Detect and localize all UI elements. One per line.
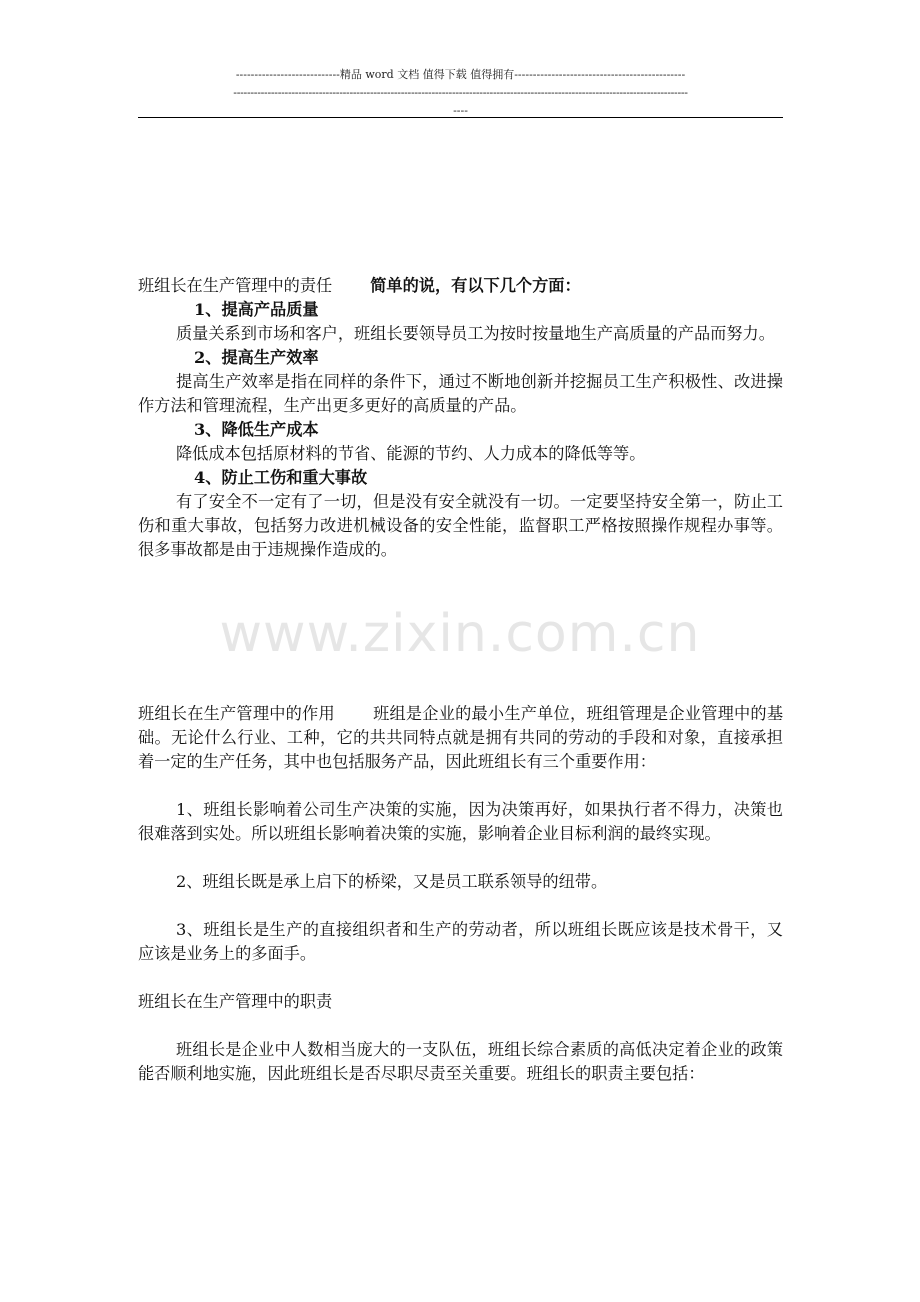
section-intro: 简单的说，有以下几个方面：	[370, 276, 581, 295]
section-intro: 班组是企业的最小生产单位，班组管理是企业管理中的基础。无论什么行业、工种，它的共共同特点就是拥有共同的劳动的手段和对象，直接承担着一定的生产任务，其中也包括服务产品，因此班组长有三个重要作用：	[138, 704, 784, 771]
role-point: 2、班组长既是承上启下的桥梁，又是员工联系领导的纽带。	[176, 872, 608, 891]
item-heading: 1、提高产品质量	[194, 300, 319, 319]
section-role-paragraph	[138, 702, 783, 774]
duty-paragraph: 班组长是企业中人数相当庞大的一支队伍，班组长综合素质的高低决定着企业的政策能否顺利地实施，因此班组长是否尽职尽责至关重要。班组长的职责主要包括：	[138, 1040, 783, 1083]
section-role	[138, 702, 783, 1086]
section-title: 班组长在生产管理中的职责	[138, 992, 333, 1011]
header-rule	[138, 117, 783, 118]
item-text: 有了安全不一定有了一切，但是没有安全就没有一切。一定要坚持安全第一，防止工伤和重大事故，包括努力改进机械设备的安全性能，监督职工严格按照操作规程办事等。很多事故都是由于违规操作造成的。	[138, 492, 783, 559]
role-point: 3、班组长是生产的直接组织者和生产的劳动者，所以班组长既应该是技术骨干，又应该是业务上的多面手。	[138, 920, 783, 963]
header-line-3: ----	[453, 104, 468, 117]
item-text: 质量关系到市场和客户，班组长要领导员工为按时按量地生产高质量的产品而努力。	[176, 324, 775, 343]
section-title: 班组长在生产管理中的责任	[138, 276, 333, 295]
header-line-2: -------------------------------------------------------------------------------------------------------------------------------------	[233, 86, 688, 99]
section-responsibility	[138, 274, 783, 562]
watermark: www.zixin.com.cn	[219, 604, 701, 664]
header-line-1: ----------------------------精品 word 文档 值得下载 值得拥有----------------------------------------------	[235, 68, 686, 81]
section-title: 班组长在生产管理中的作用	[138, 704, 335, 723]
item-heading: 3、降低生产成本	[194, 420, 319, 439]
item-heading: 4、防止工伤和重大事故	[194, 468, 368, 487]
section-title-line	[138, 274, 783, 298]
item-text: 提高生产效率是指在同样的条件下，通过不断地创新并挖掘员工生产积极性、改进操作方法和管理流程，生产出更多更好的高质量的产品。	[138, 372, 783, 415]
item-heading: 2、提高生产效率	[194, 348, 319, 367]
page-header	[138, 66, 783, 120]
role-point: 1、班组长影响着公司生产决策的实施，因为决策再好，如果执行者不得力，决策也很难落到实处。所以班组长影响着决策的实施，影响着企业目标利润的最终实现。	[138, 800, 783, 843]
item-text: 降低成本包括原材料的节省、能源的节约、人力成本的降低等等。	[176, 444, 646, 463]
